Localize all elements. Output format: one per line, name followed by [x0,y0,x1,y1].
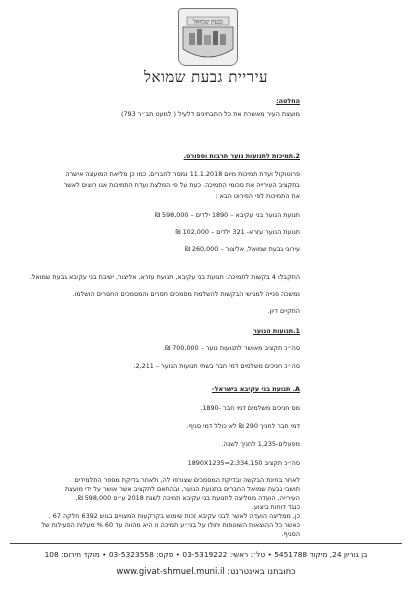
paragraph-line: לאחר בחינת הבקשה ובדיקת המסמכים שצורפו לה, ולאחר בדיקת מספר התלמידים [74,476,300,484]
total-budget-line: סה״כ תקציב 2,334,150=1890X1235 [187,459,300,467]
bnei-akiva-title: A. תנועת בני עקיבא בישראל- [211,385,300,393]
paragraph-line: כנגד דוחות ביצוע. [251,503,300,511]
decision-title: החלטה: [276,97,300,105]
children-line: סה״כ חניכים משלמים דמי חבר בשתי תנועות הנוער – 2,211. [133,362,300,370]
support-item: תנועת הנוער עזרא- 321 ילדים – 102,000 ₪ [175,228,300,236]
activities-line: מפעלים-1,235 לחניך לשנה. [221,440,300,448]
paragraph-line: פרוטוקול ועדת תמיכות מיום 11.1.2018 נמסר לחברים, כמו כן מליאת המועצה אישרה [65,170,300,178]
support-item: תנועת הנוער בני עקיבא – 1890 ילדים – 598,000 ₪ [154,211,300,219]
paragraph-line: העירייה, הועדה ממליצה לתנועת בני עקיבא תמיכה לשנת 2018 ע״ס 598,000 ₪, [75,494,300,502]
city-name-heading: עיריית גבעת שמואל [143,68,269,86]
paragraph-line: את התמיכות לפי הפירוט הבא : [215,192,300,200]
city-emblem-logo [178,8,238,66]
paragraph-line: כן, ממליצה הועדה לאשר לבני עקיבא זכות שימוש בקרקעות המצויים בגוש 6392 חלקה 67 , [48,512,300,520]
section-2-title: 2.תמיכות לתנועות נוער תרבות וספורט. [183,152,300,160]
support-item: עירוני גבעת שמואל, אליצור – 260,000 ₪ [184,245,300,253]
paragraph-line: התקבלו 4 בקשות לתמיכה: תנועת בני עקיבא, תנועת עזרא, אליצור, ישיבת בני עקיבא גבעת שמואל. [29,273,300,281]
paragraph-line: נמשכה פנייה למגישי הבקשות להשלמת מסמכים חסרים והמסמכים החסרים הושלמו. [72,290,300,298]
footer-contact-line: בן גוריון 24, מיקוד 5451788 • טל׳: ראשי: 03-5319222 • פקס: 03-5323558 • מוקד חירום: 108 [44,550,368,559]
paragraph-line: בתקציב העירייה את סכומי התמיכה. כעת על פי המלצת ועדת התמיכות אנו רוצים לאשר [63,181,300,189]
paragraph-line: תושבי גבעת שמואל החברים בתנועת הנוער, ובהתאם לתקציב אשר אושר על ידי מועצת [64,485,300,493]
paragraph-line: הסניף. [281,530,300,538]
decision-text: מועצת העיר מאשרת את כל התבחינים דלעיל ( למעט תב״ר 793) [120,110,300,118]
budget-line: סה״כ תקציב מאושר לתנועות נוער – 700,000 ₪. [163,344,300,352]
membership-fee-line: דמי חבר לחניך 290 ₪ לא כולל דמי סניף. [186,422,300,430]
footer-website-line[interactable]: כתובתנו באינטרנט: www.givat-shmuel.muni.il [116,566,296,576]
paying-members-line: מס חניכים משלמים דמי חבר -1890. [200,404,300,412]
youth-movements-title: 1.תנועות הנוער [253,327,300,335]
paragraph-line: התקיים דיון. [267,307,300,315]
logo-lettering: גבעת שמואל [193,18,223,26]
paragraph-line: כאשר כל ההוצאות השוטפות יחולו על בני״ע תמיכה זו היא מהווה עד 60 % מעלות הפעילות של [41,521,300,529]
footer-divider [10,543,402,544]
